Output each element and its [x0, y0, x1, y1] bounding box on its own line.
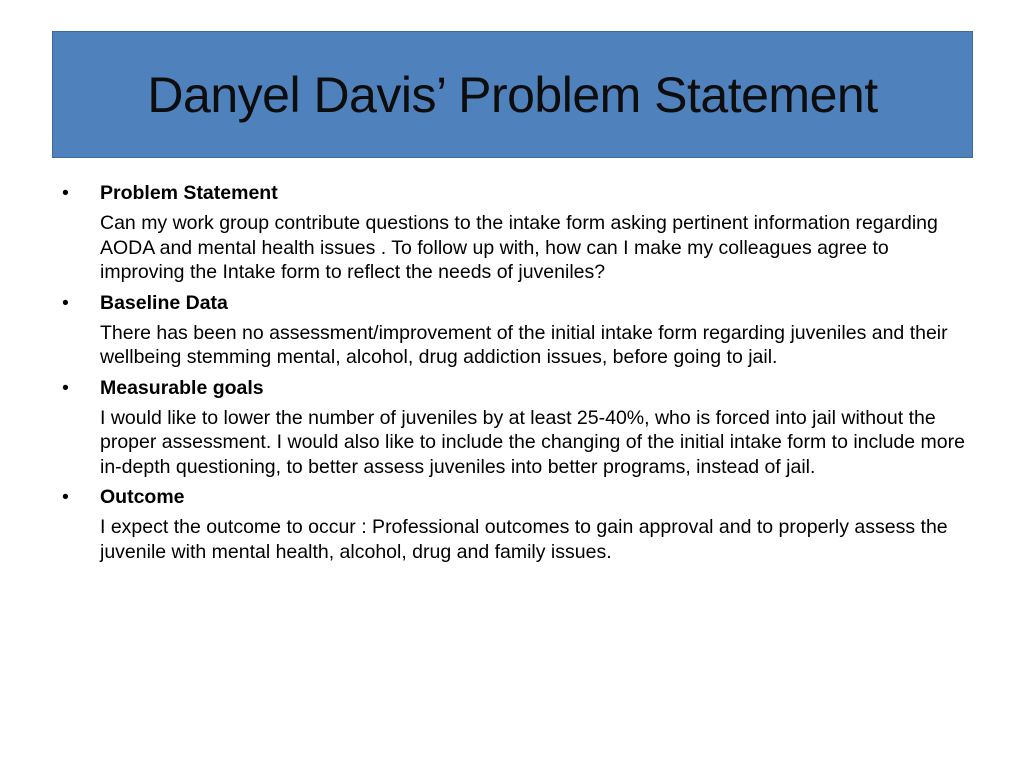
- bullet-item-measurable-goals: [62, 376, 972, 480]
- slide-content: [62, 181, 972, 570]
- bullet-heading-text: Outcome: [100, 486, 185, 508]
- bullet-icon: •: [62, 182, 69, 204]
- bullet-body-text: There has been no assessment/improvement of the initial intake form regarding juveniles and their wellbeing stemming mental, alcohol, drug addiction issues, before going to jail.: [100, 321, 948, 368]
- bullet-body-text: I would like to lower the number of juveniles by at least 25-40%, who is forced into jail without the proper assessment. I would also like to include the changing of the initial intake form to include more in-depth questioning, to better assess juveniles into better programs, instead of jail.: [100, 406, 965, 478]
- bullet-item-problem-statement: [62, 181, 972, 285]
- bullet-heading-text: Problem Statement: [100, 182, 278, 204]
- bullet-icon: •: [62, 376, 69, 399]
- bullet-heading: [62, 291, 972, 317]
- bullet-item-outcome: [62, 485, 972, 564]
- bullet-heading-text: Baseline Data: [100, 291, 228, 314]
- bullet-icon: •: [62, 486, 69, 508]
- bullet-icon: •: [62, 291, 69, 314]
- slide-title: Danyel Davis’ Problem Statement: [147, 66, 878, 123]
- bullet-item-baseline-data: [62, 291, 972, 370]
- bullet-heading: [62, 376, 972, 402]
- bullet-heading: [62, 181, 972, 207]
- bullet-body-text: Can my work group contribute questions to the intake form asking pertinent information regarding AODA and mental health issues . To follow up with, how can I make my colleagues agree to improving the Intake form to reflect the needs of juveniles?: [100, 212, 938, 283]
- title-bar: [52, 31, 973, 158]
- bullet-heading: [62, 485, 972, 511]
- bullet-heading-text: Measurable goals: [100, 376, 264, 399]
- bullet-body-text: I expect the outcome to occur : Professional outcomes to gain approval and to properly assess the juvenile with mental health, alcohol, drug and family issues.: [100, 516, 948, 563]
